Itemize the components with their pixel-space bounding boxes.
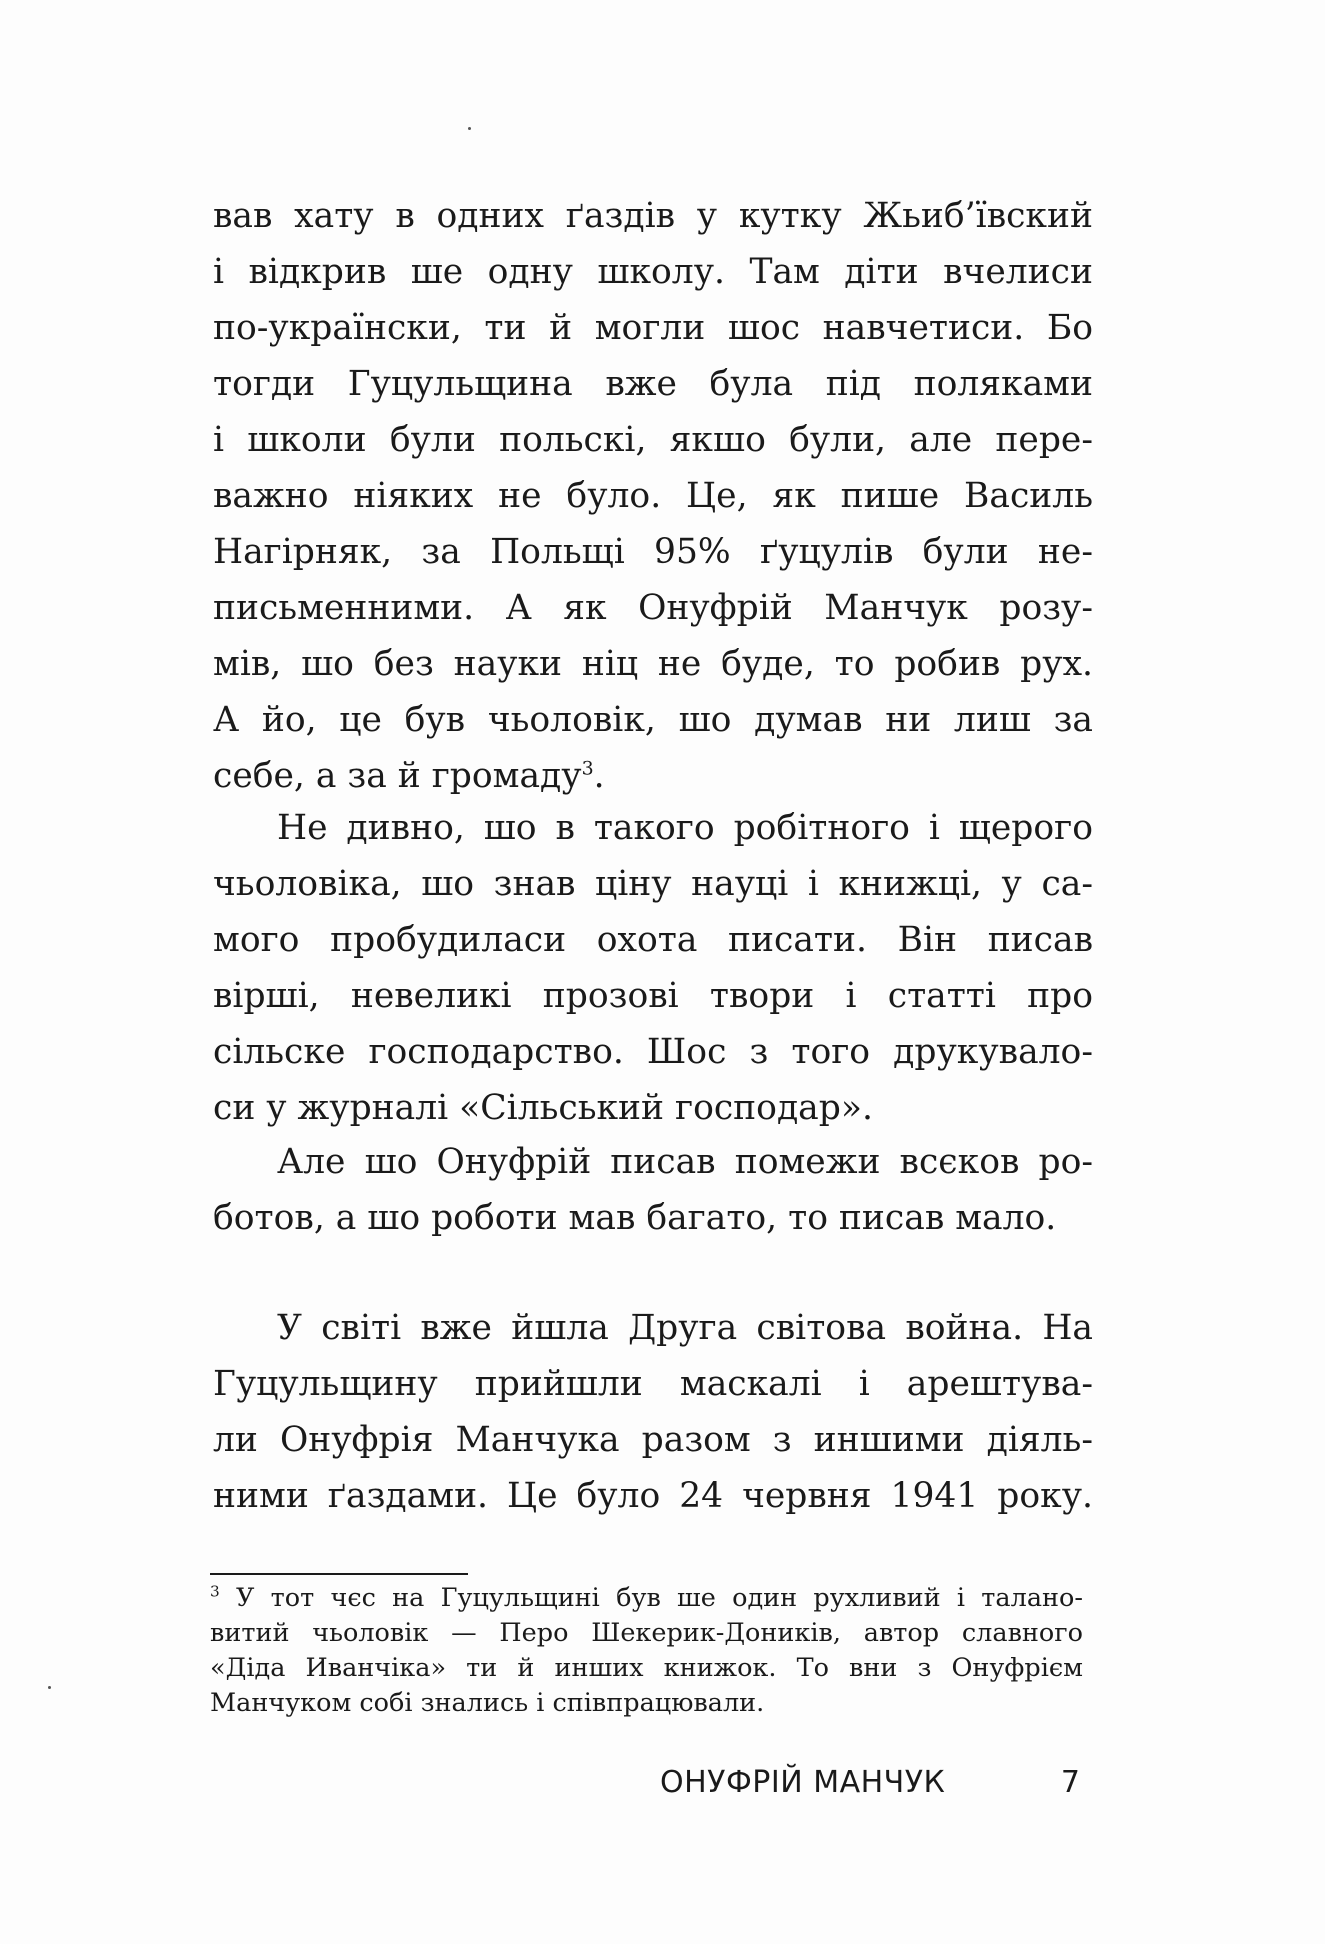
text-line: письменними. А як Онуфрій Манчук розу- xyxy=(213,588,1093,628)
text-line: Нагірняк, за Польщі 95% ґуцулів були не- xyxy=(213,532,1093,572)
footnote-line: Манчуком собі знались і співпрацювали. xyxy=(210,1688,765,1718)
text-line: тогди Гуцульщина вже була під поляками xyxy=(213,364,1093,404)
footnote-divider xyxy=(210,1573,468,1575)
text-line: вірші, невеликі прозові твори і статті про xyxy=(213,976,1093,1016)
text-line: важно ніяких не було. Це, як пише Василь xyxy=(213,476,1093,516)
footnote-line: витий чьоловік — Перо Шекерик-Доників, автор славного xyxy=(210,1618,1083,1648)
paragraph-2 xyxy=(213,800,1093,1136)
text-line: ботов, а шо роботи мав багато, то писав мало. xyxy=(213,1198,1057,1238)
running-title: ОНУФРІЙ МАНЧУК xyxy=(660,1765,946,1800)
text-line: А йо, це був чьоловік, шо думав ни лиш за xyxy=(213,700,1093,740)
text-line: ними ґаздами. Це було 24 червня 1941 року. xyxy=(213,1476,1093,1516)
text-line: вав хату в одних ґаздів у кутку Жьиб’ївский xyxy=(213,196,1093,236)
text-line: сільске господарство. Шос з того друкувало- xyxy=(213,1032,1093,1072)
text-segment: . xyxy=(593,756,605,796)
text-line: У світі вже йшла Друга світова война. На xyxy=(277,1308,1093,1348)
text-line: Не дивно, шо в такого робітного і щерого xyxy=(277,808,1093,848)
text-line: мого пробудиласи охота писати. Він писав xyxy=(213,920,1093,960)
text-line: си у журналі «Сільський господар». xyxy=(213,1088,873,1128)
footnote-marker: 3 xyxy=(210,1582,220,1601)
text-line: чьоловіка, шо знав ціну науці і книжці, у са- xyxy=(213,864,1093,904)
text-line: і відкрив ше одну школу. Там діти вчелиси xyxy=(213,252,1093,292)
page-footer xyxy=(660,1765,1080,1805)
text-line: мів, шо без науки ніц не буде, то робив рух. xyxy=(213,644,1093,684)
text-segment: У тот чєс на Гуцульщині був ше один рухливий і талано- xyxy=(219,1583,1083,1613)
footnote-line: «Діда Иванчіка» ти й инших книжок. То вни з Онуфрієм xyxy=(210,1653,1083,1683)
footnote xyxy=(210,1581,1083,1721)
page-number: 7 xyxy=(1060,1765,1080,1800)
text-line: по-українски, ти й могли шос навчетиси. Бо xyxy=(213,308,1093,348)
paragraph-3 xyxy=(213,1134,1093,1246)
paragraph-4 xyxy=(213,1300,1093,1524)
text-line: Але шо Онуфрій писав помежи всєков ро- xyxy=(277,1142,1093,1182)
footnote-reference[interactable]: 3 xyxy=(581,757,594,780)
text-line: і школи були польскі, якшо були, але пере- xyxy=(213,420,1093,460)
paragraph-1 xyxy=(213,188,1093,804)
scan-speck xyxy=(468,127,471,130)
scan-speck xyxy=(48,1686,51,1689)
text-line: ли Онуфрія Манчука разом з иншими діяль- xyxy=(213,1420,1093,1460)
text-line xyxy=(213,748,1093,804)
text-segment: себе, а за й громаду xyxy=(213,756,582,796)
footnote-line xyxy=(210,1581,1083,1616)
text-line: Гуцульщину прийшли маскалі і арештува- xyxy=(213,1364,1093,1404)
